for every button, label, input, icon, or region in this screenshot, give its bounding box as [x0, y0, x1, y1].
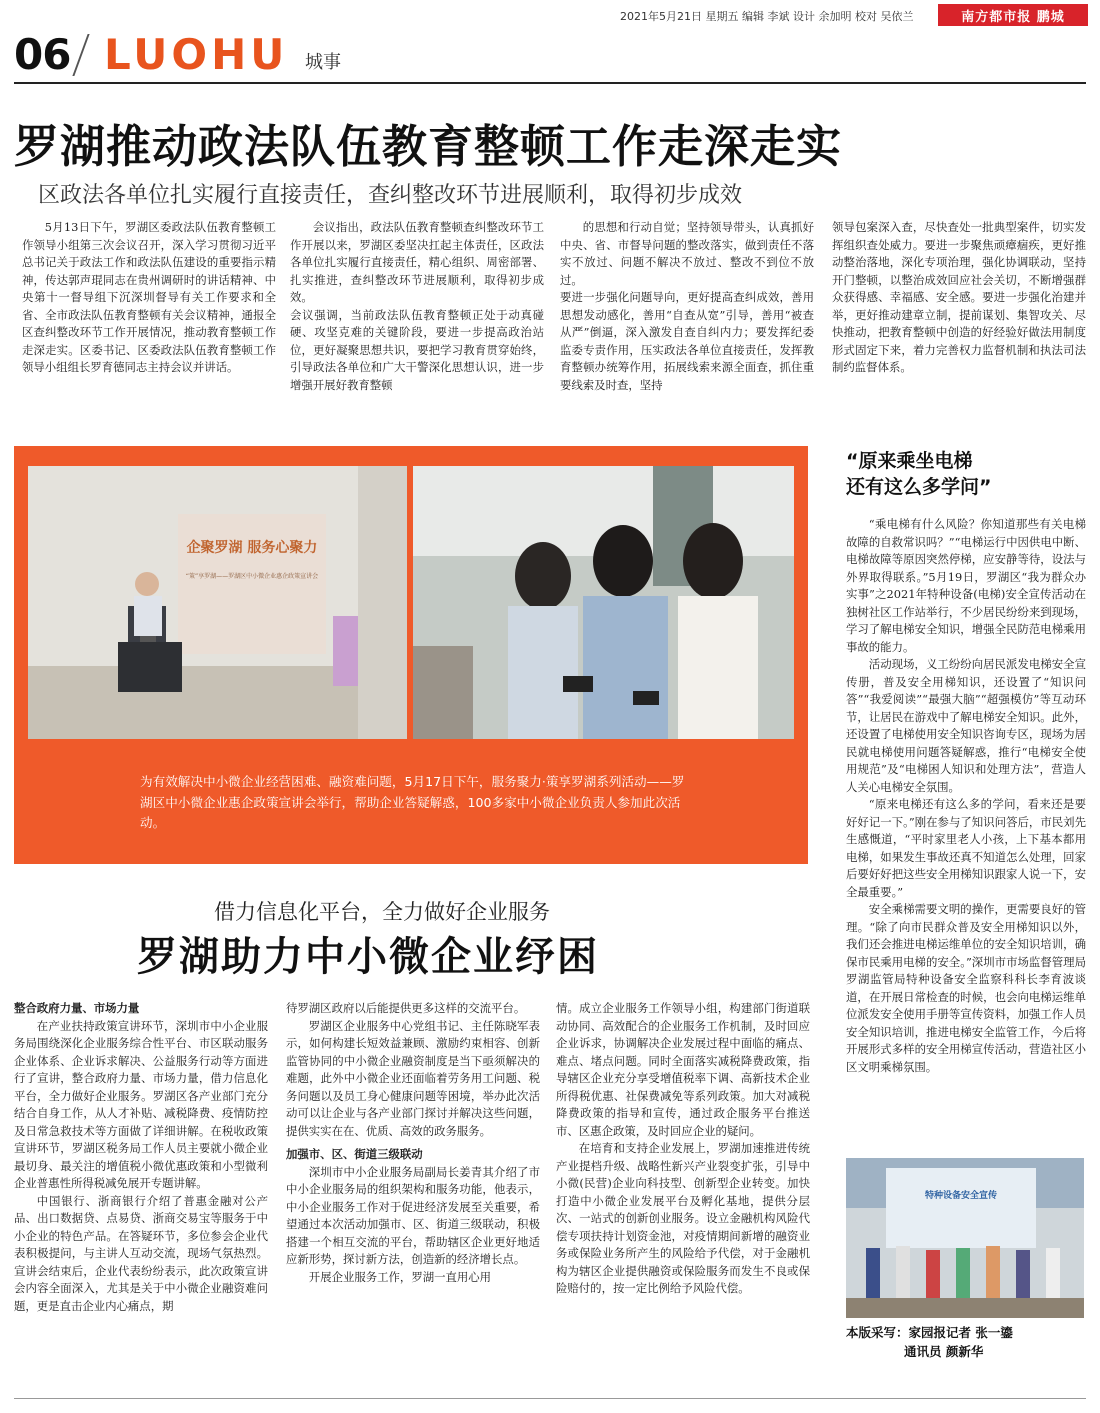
- article1-column-3: [560, 219, 814, 394]
- sidebar-paragraph: “原来电梯还有这么多的学问，看来还是要好好记一下。”刚在参与了知识问答后，市民刘先生感慨道，“平时家里老人小孩，上下基本都用电梯，如果发生事故还真不知道怎么处理，回家后要好好把这些安全用梯知识跟家人说一下，安全最重要。”: [846, 797, 1086, 899]
- page-number: 06: [14, 30, 71, 79]
- sidebar-body: [846, 516, 1086, 1076]
- article1-column-1: 5月13日下午，罗湖区委政法队伍教育整顿工作领导小组第三次会议召开，深入学习贯彻习近平总书记关于政法工作和政法队伍建设的重要指示精神，传达郭声琨同志在贵州调研时的讲话精神、中央第十一督导组下沉深圳督导有关工作要求和全省、全市政法队伍教育整顿有关会议精神，通报全区查纠整改环节工作开展情况，推动教育整顿工作走深走实。区委书记、区委政法队伍教育整顿工作领导小组组长罗育德同志主持会议并讲话。: [22, 220, 276, 374]
- sidebar-title-line1: “原来乘坐电梯: [846, 450, 973, 472]
- photo-banner-text: 特种设备安全宣传: [924, 1191, 998, 1201]
- screen-subtitle: “策”享罗湖——罗湖区中小微企业惠企政策宣讲会: [185, 573, 319, 580]
- section-subtitle: 城事: [305, 52, 341, 73]
- section-title: LUOHU: [104, 30, 289, 79]
- byline: [846, 1323, 1086, 1361]
- article2-subheading-2: 加强市、区、街道三级联动: [286, 1147, 423, 1161]
- article2-headline: 罗湖助力中小微企业纾困: [137, 934, 599, 980]
- residents-phone-photo: [413, 466, 794, 739]
- article1-col2-text: 会议指出，政法队伍教育整顿查纠整改环节工作开展以来，罗湖区委坚决扛起主体责任，区政法各单位扎实履行直接责任，精心组织、周密部署、扎实推进，查纠整改环节进展顺利，取得初步成效。 会议强调，当前政法队伍教育整顿正处于动真碰硬、攻坚克难的关键阶段，要进一步提高政治站位，更好凝聚思想共识，要把学习教育贯穿始终，引导政法各单位和广大干警深化思想认识，进一步增强开展好教育整顿: [290, 220, 544, 392]
- divider-slash: [72, 34, 89, 76]
- article1-col3-text: 的思想和行动自觉；坚持领导带头，认真抓好中央、省、市督导问题的整改落实，做到责任不落实不放过、问题不解决不放过、整改不到位不放过。 要进一步强化问题导向，更好提高查纠成效，善用思想发动感化，善用“自查从宽”引导，善用“被查从严”倒逼，深入激发自查自纠内力；要发挥纪委监委专责作用，压实政法各单位直接责任，发挥教育整顿办统筹作用，拓展线索来源全面查，抓住重要线索及时查，坚持: [560, 220, 814, 392]
- article1-column-4: 领导包案深入查，尽快查处一批典型案件，切实发挥组织查处威力。要进一步聚焦顽瘴痼疾，更好推动整治落地，深化专项治理，强化协调联动，坚持开门整顿，以整治成效回应社会关切，不断增强群众获得感、幸福感、安全感。要进一步强化治建并举，更好推动建章立制，提前谋划、集智攻关、尽快推动，把教育整顿中创造的好经验好做法用制度形式固定下来，着力完善权力监督机制和执法司法制约监督体系。: [832, 220, 1086, 374]
- article1-subhead: 区政法各单位扎实履行直接责任，查纠整改环节进展顺利，取得初步成效: [38, 183, 743, 208]
- photo-caption: 为有效解决中小微企业经营困难、融资难问题，5月17日下午，服务聚力·策享罗湖系列活动——罗湖区中小微企业惠企政策宣讲会举行，帮助企业答疑解惑，100多家中小微企业负责人参加此次活动。: [140, 774, 685, 830]
- dateline: 2021年5月21日 星期五 编辑 李斌 设计 余加明 校对 吴依兰: [620, 10, 914, 23]
- article2-subheading-1: 整合政府力量、市场力量: [14, 1001, 140, 1015]
- article2-column-1: 整合政府力量、市场力量 在产业扶持政策宣讲环节，深圳市中小企业服务局围绕深化企业服务综合性平台、市区联动服务企业体系、企业诉求解决、公益服务行动等方面进行了宣讲，整合政府力量、市场力量，借力信息化平台，全力做好企业服务。罗湖区各产业部门充分结合自身工作，从人才补贴、减税降费、疫情防控及日常急救技术等方面做了详细讲解。在税收政策宣讲环节，罗湖区税务局工作人员主要就小微企业最切身、最关注的增值税小微优惠政策和小型微利企业普惠性所得税减免展开专题讲解。 中国银行、浙商银行介绍了普惠金融对公产品、出口数据贷、点易贷、浙商交易宝等服务于中小企业的特色产品。在答疑环节，多位参会企业代表积极提问，与主讲人互动交流，现场气氛热烈。宣讲会结束后，企业代表纷纷表示，此次政策宣讲会内容全面深入，尤其是关于中小微企业融资难问题，更是直击企业内心痛点，期: [14, 1001, 268, 1313]
- sidebar-paragraph: 安全乘梯需要文明的操作，更需要良好的管理。“除了向市民群众普及安全用梯知识以外，我们还会推进电梯运维单位的安全知识培训，确保市民乘用电梯的安全。”深圳市市场监督管理局罗湖监管局特种设备安全监察科科长李育波谈道，在开展日常检查的时候，也会向电梯运维单位派发安全使用手册等宣传资料，加强工作人员安全知识培训，推进电梯安全监管工作，今后将开展形式多样的安全用梯宣传活动，营造社区小区文明乘梯氛围。: [846, 902, 1086, 1074]
- article1-headline: 罗湖推动政法队伍教育整顿工作走深走实: [14, 120, 843, 173]
- screen-title: 企聚罗湖 服务心聚力: [186, 540, 318, 556]
- footer-rule: [14, 1398, 1086, 1399]
- sidebar-paragraph: 活动现场，义工纷纷向居民派发电梯安全宣传册，普及安全用梯知识，还设置了“知识问答”“我爱阅读”“最强大脑”“超强模仿”等互动环节，让居民在游戏中了解电梯安全知识。此外，还设置了电梯使用安全知识咨询专区，现场为居民就电梯使用问题答疑解惑，推行“电梯安全使用规范”及“电梯困人知识和处理方法”，营造人人关心电梯安全氛围。: [846, 657, 1086, 794]
- sidebar-paragraph: “乘电梯有什么风险？你知道那些有关电梯故障的自救常识吗？”“电梯运行中因供电中断、电梯故障等原因突然停梯，应安静等待，设法与外界取得联系。”5月19日，罗湖区“我为群众办实事”之2021年特种设备(电梯)安全宣传活动在独树社区工作站举行，不少居民纷纷来到现场，学习了解电梯安全知识，增强全民防范电梯乘用事故的能力。: [846, 517, 1086, 654]
- article2-kicker: 借力信息化平台，全力做好企业服务: [214, 900, 550, 924]
- article2-column-2: 待罗湖区政府以后能提供更多这样的交流平台。 罗湖区企业服务中心党组书记、主任陈晓军表示，如何构建长短效益兼顾、激励约束相容、创新监管协同的中小微企业融资制度是当下亟须解决的难题，此外中小微企业还面临着劳务用工问题、税务问题以及员工身心健康问题等困境，举办此次活动可以让企业与各产业部门探讨并解决这些问题，提供实实在在、优质、高效的政务服务。 加强市、区、街道三级联动 深圳市中小企业服务局副局长姜青其介绍了市中小企业服务局的组织架构和服务功能，他表示，中小企业服务工作对于促进经济发展至关重要，希望通过本次活动加强市、区、街道三级联动，积极搭建一个相互交流的平台，帮助辖区企业更好地适应新形势，探讨新方法，创造新的经济增长点。 开展企业服务工作，罗湖一直用心用: [286, 1001, 540, 1284]
- sidebar-title-line2: 还有这么多学问”: [846, 476, 992, 498]
- sidebar-title: [846, 448, 1076, 500]
- byline-reporter: 本版采写：家园报记者 张一鎏: [846, 1325, 1013, 1340]
- header-rule: [14, 82, 1086, 84]
- elevator-safety-event-photo: [846, 1158, 1084, 1318]
- seminar-speaker-photo: [28, 466, 407, 739]
- newspaper-brand-logo: 南方都市报 鹏城: [938, 4, 1088, 26]
- byline-correspondent: 通讯员 颜新华: [904, 1344, 984, 1359]
- article2-column-3: 情。成立企业服务工作领导小组，构建部门街道联动协同、高效配合的企业服务工作机制，及时回应企业诉求，协调解决企业发展过程中面临的痛点、难点、堵点问题。同时全面落实减税降费政策，指导辖区企业充分享受增值税率下调、高新技术企业所得税优惠、社保费减免等系列政策。加大对减税降费政策的指导和宣传，通过政企服务平台推送市、区惠企政策，及时回应企业的疑问。 在培育和支持企业发展上，罗湖加速推进传统产业提档升级、战略性新兴产业裂变扩张，引导中小微(民营)企业向科技型、创新型企业转变。加快打造中小微企业发展平台及孵化基地，提供分层次、一站式的创新创业服务。设立金融机构风险代偿专项扶持计划资金池，对疫情期间新增的融资业务或保险业务所产生的风险给予代偿，对于金融机构为辖区企业提供融资或保险服务而发生不良或保险赔付的，按一定比例给予风险代偿。: [556, 1001, 810, 1295]
- article1-column-2: [290, 219, 544, 394]
